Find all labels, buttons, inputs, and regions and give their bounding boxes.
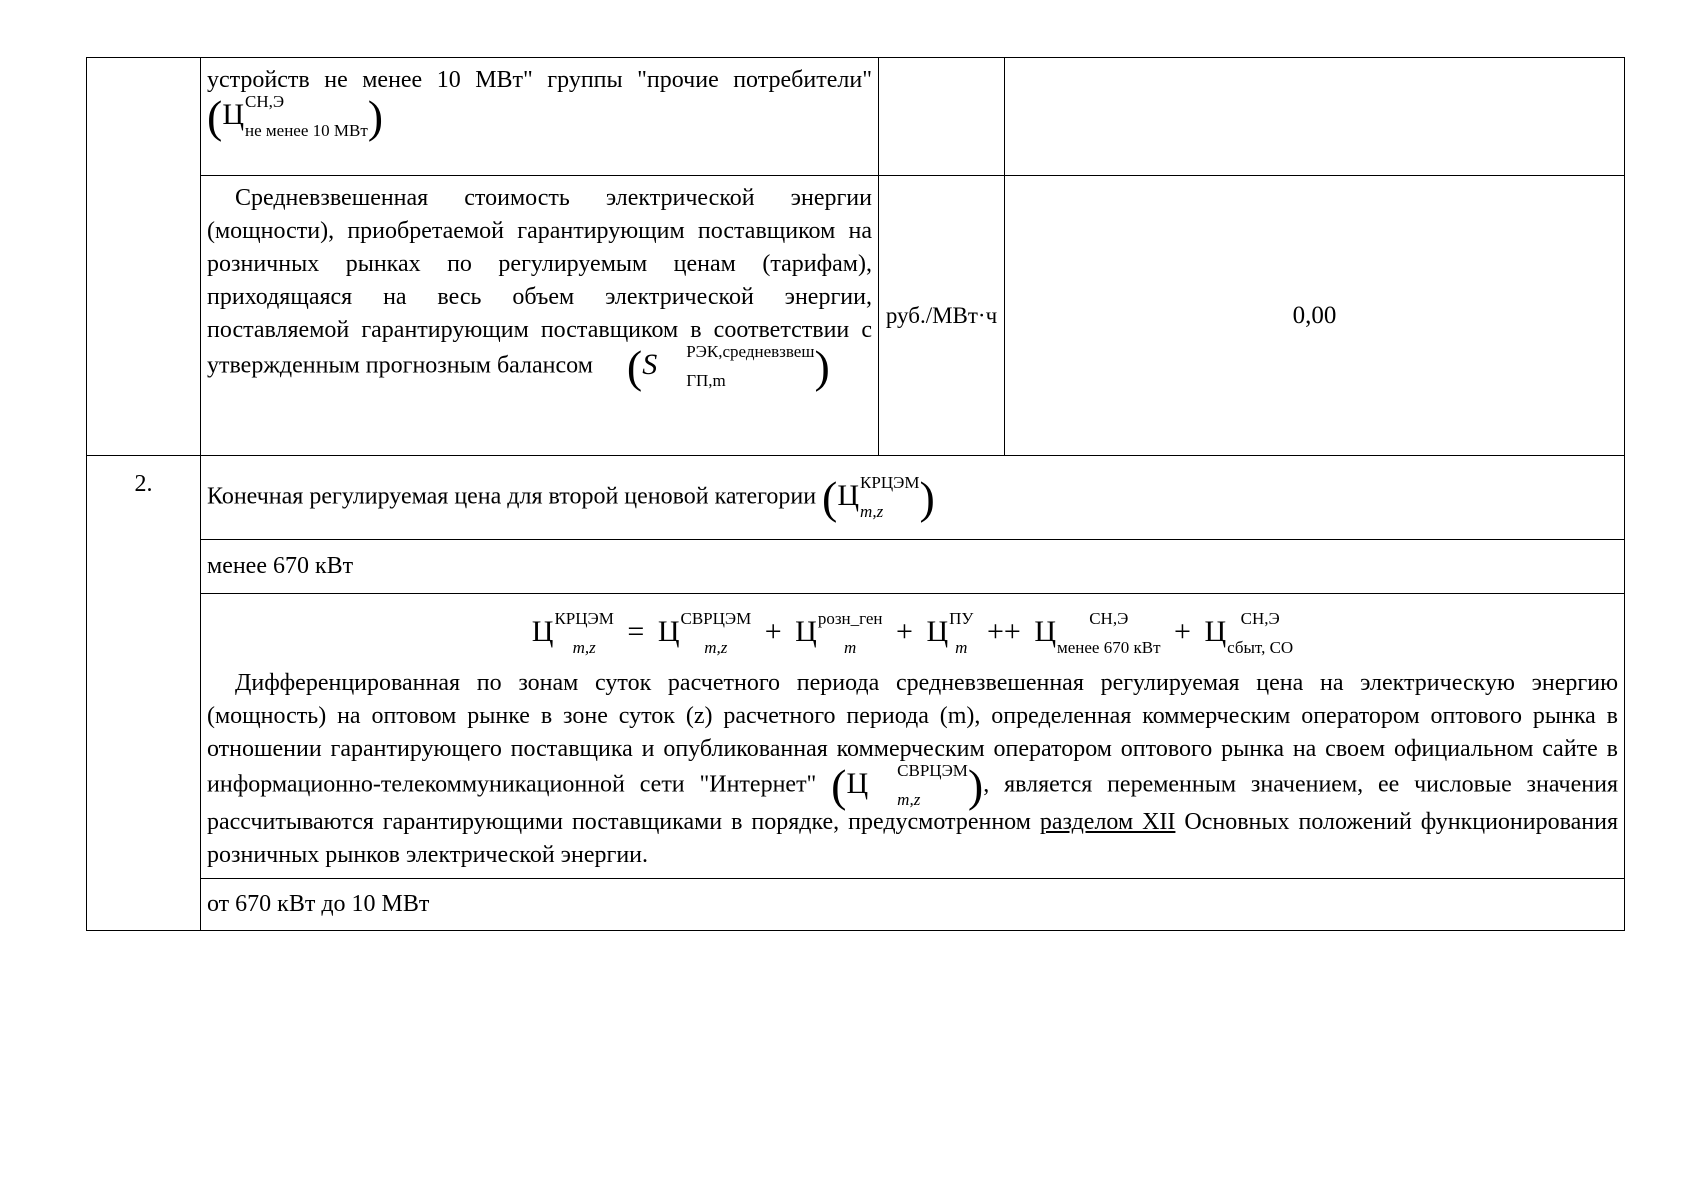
table-row	[87, 456, 1625, 540]
table-row	[87, 594, 1625, 879]
price-symbol: (Ц СН,Э не менее 10 МВт )	[207, 91, 384, 142]
value-cell: 0,00	[1005, 176, 1625, 456]
subheading-cell	[201, 540, 1625, 594]
table-row	[87, 176, 1625, 456]
row-number-cell	[87, 58, 201, 456]
cost-symbol: (S РЭК,средневзвеш ГП,m )	[626, 341, 830, 392]
value-cell	[1005, 58, 1625, 176]
subheading-cell	[201, 879, 1625, 931]
formula-explanation: Дифференцированная по зонам суток расчетного периода средневзвешенная регулируемая цена на электрическую энергию (мощность) на оптовом рынке в зоне суток (z) расчетного периода (m), определенная коммерческим оператором оптового рынка в отношении гарантирующего поставщика и опубликованная коммерческим оператором оптового рынка на своем официальном сайте в информационно-телекоммуникационной сети "Интернет" (Ц СВРЦЭМ m,z ), является переменным значением, ее числовые значения рассчитываются гарантирующими поставщиками в порядке, предусмотренном разделом XII Основных положений функционирования розничных рынков электрической энергии.	[207, 670, 1619, 869]
tariff-table	[86, 57, 1625, 931]
subheading-text: от 670 кВт до 10 МВт	[207, 891, 430, 918]
price-formula: Ц КРЦЭМ m,z = Ц СВРЦЭМ m,z + Ц розн_ген m + Ц ПУ m ++ Ц СН,Э менее 670 кВт + Ц СН,Э сбыт, СО	[531, 609, 1294, 658]
description-text: Средневзвешенная стоимость электрической энергии (мощности), приобретаемой гарантирующим поставщиком на розничных рынках по регулируемым ценам (тарифам), приходящаяся на весь объем электрической энергии, поставляемой гарантирующим поставщиком в соответствии с утвержденным прогнозным балансом	[207, 185, 872, 379]
section-title: Конечная регулируемая цена для второй ценовой категории	[207, 483, 817, 510]
unit-cell: руб./МВт·ч	[879, 176, 1005, 456]
section-xii-link[interactable]: разделом XII	[1039, 809, 1176, 836]
final-price-symbol: (Ц КРЦЭМ m,z )	[822, 471, 935, 523]
table-row	[87, 540, 1625, 594]
subheading-text: менее 670 кВт	[207, 553, 354, 579]
table-row	[87, 58, 1625, 176]
wholesale-price-symbol: (Ц СВРЦЭМ m,z )	[831, 760, 984, 812]
row-number-cell: 2.	[87, 456, 201, 931]
description-text: устройств не менее 10 МВт" группы "прочие потребители"	[207, 67, 872, 93]
section-title-cell	[201, 456, 1625, 540]
formula-cell	[201, 594, 1625, 879]
description-cell	[201, 176, 879, 456]
description-cell	[201, 58, 879, 176]
table-row	[87, 879, 1625, 931]
unit-cell	[879, 58, 1005, 176]
